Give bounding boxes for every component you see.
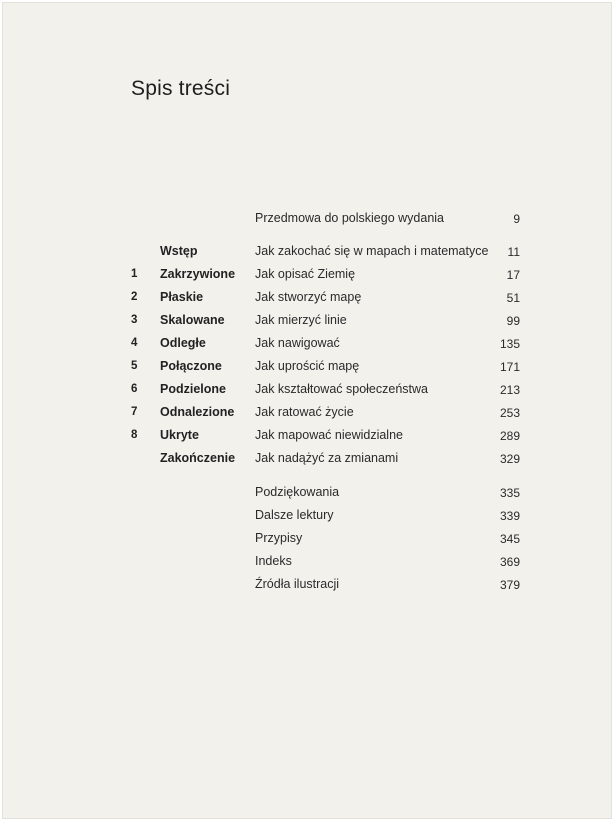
toc-entry: [3, 485, 611, 505]
toc-entry: [3, 451, 611, 471]
page-number: 379: [499, 578, 520, 592]
chapter-number: 1: [131, 268, 138, 280]
chapter-number: 7: [131, 406, 138, 418]
toc-entry: [3, 336, 611, 356]
chapter-number: 5: [131, 360, 138, 372]
chapter-subtitle: Jak nawigować: [255, 336, 340, 350]
chapter-number: 2: [131, 291, 138, 303]
chapter-subtitle: Jak mierzyć linie: [255, 313, 347, 327]
chapter-subtitle: Jak uprościć mapę: [255, 359, 360, 373]
chapter-title: Wstęp: [160, 244, 198, 258]
toc-entry: [3, 382, 611, 402]
chapter-title: Połączone: [160, 359, 222, 373]
toc-entry: [3, 267, 611, 287]
chapter-number: 6: [131, 383, 138, 395]
chapter-title: Płaskie: [160, 290, 204, 304]
chapter-subtitle: Jak mapować niewidzialne: [255, 428, 403, 442]
page-number: 253: [499, 406, 520, 420]
chapter-subtitle: Indeks: [255, 554, 292, 568]
chapter-subtitle: Jak opisać Ziemię: [255, 267, 356, 281]
toc-entry: [3, 211, 611, 231]
toc-entry: [3, 359, 611, 379]
chapter-number: 3: [131, 314, 138, 326]
document-page: [2, 2, 612, 819]
chapter-subtitle: Jak kształtować społeczeństwa: [255, 382, 428, 396]
page-number: 9: [513, 212, 520, 226]
page-number: 17: [506, 268, 520, 282]
chapter-title: Zakończenie: [160, 451, 236, 465]
chapter-subtitle: Jak ratować życie: [255, 405, 354, 419]
toc-entry: [3, 405, 611, 425]
chapter-number: 4: [131, 337, 138, 349]
toc-entry: [3, 428, 611, 448]
chapter-title: Odnalezione: [160, 405, 235, 419]
page-number: 289: [499, 429, 520, 443]
toc-entry: [3, 508, 611, 528]
chapter-subtitle: Jak zakochać się w mapach i matematyce: [255, 244, 489, 258]
page-title: Spis treści: [131, 77, 231, 100]
page-number: 51: [506, 291, 520, 305]
chapter-title: Odległe: [160, 336, 206, 350]
page-number: 99: [506, 314, 520, 328]
chapter-subtitle: Przedmowa do polskiego wydania: [255, 211, 444, 225]
page-number: 171: [499, 360, 520, 374]
toc-entry: [3, 531, 611, 551]
page-number: 329: [499, 452, 520, 466]
chapter-number: 8: [131, 429, 138, 441]
chapter-subtitle: Jak nadążyć za zmianami: [255, 451, 399, 465]
page-number: 135: [499, 337, 520, 351]
toc-entry: [3, 313, 611, 333]
toc-entry: [3, 244, 611, 264]
chapter-subtitle: Źródła ilustracji: [255, 577, 340, 591]
chapter-subtitle: Dalsze lektury: [255, 508, 334, 522]
chapter-title: Podzielone: [160, 382, 226, 396]
chapter-title: Zakrzywione: [160, 267, 236, 281]
page-number: 369: [499, 555, 520, 569]
page-number: 345: [499, 532, 520, 546]
chapter-title: Ukryte: [160, 428, 199, 442]
page-number: 335: [499, 486, 520, 500]
page-number: 213: [499, 383, 520, 397]
chapter-subtitle: Podziękowania: [255, 485, 340, 499]
chapter-title: Skalowane: [160, 313, 225, 327]
toc-entry: [3, 290, 611, 310]
page-number: 11: [507, 245, 520, 259]
chapter-subtitle: Jak stworzyć mapę: [255, 290, 362, 304]
chapter-subtitle: Przypisy: [255, 531, 303, 545]
toc-entry: [3, 577, 611, 597]
toc-entry: [3, 554, 611, 574]
page-number: 339: [499, 509, 520, 523]
